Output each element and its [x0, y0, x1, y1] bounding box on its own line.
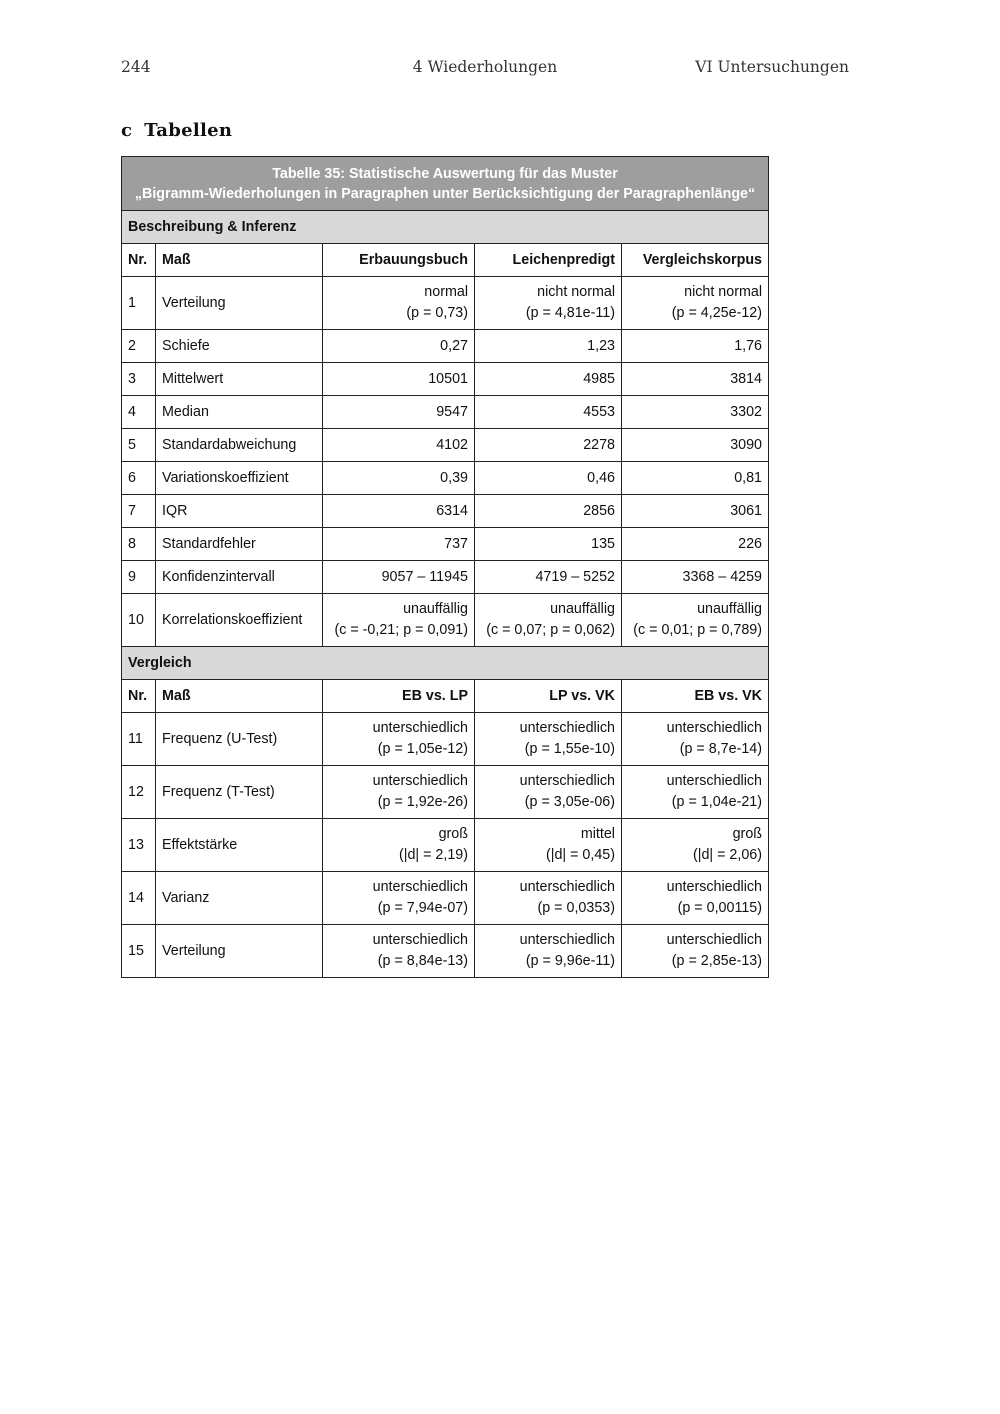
row-number: 10 [122, 594, 156, 647]
header-cell: LP vs. VK [475, 680, 622, 713]
value-cell: 3814 [622, 363, 769, 396]
section-title-cell: Vergleich [122, 647, 769, 680]
value-cell: 0,81 [622, 462, 769, 495]
value-line: (c = 0,01; p = 0,789) [633, 622, 763, 638]
value-cell: 3090 [622, 429, 769, 462]
value-cell [475, 713, 622, 766]
row-measure: IQR [156, 495, 323, 528]
statistics-table [121, 156, 769, 978]
value-cell: 4985 [475, 363, 622, 396]
table-caption [122, 157, 769, 211]
value-line: unterschiedlich [666, 720, 763, 736]
header-cell: Nr. [122, 680, 156, 713]
value-line: (p = 0,00115) [677, 900, 763, 916]
header-cell: EB vs. VK [622, 680, 769, 713]
row-measure: Konfidenzintervall [156, 561, 323, 594]
value-cell [475, 925, 622, 978]
table-row [122, 819, 769, 872]
row-measure: Frequenz (T-Test) [156, 766, 323, 819]
section-title: Tabellen [144, 120, 233, 141]
value-line: groß [732, 826, 763, 842]
value-cell: 10501 [323, 363, 475, 396]
row-measure: Effektstärke [156, 819, 323, 872]
value-cell: 0,27 [323, 330, 475, 363]
header-cell: Leichenpredigt [475, 244, 622, 277]
value-cell [622, 819, 769, 872]
value-cell [622, 925, 769, 978]
value-line: unauffällig [697, 601, 763, 617]
chapter-title: 4 Wiederholungen [412, 58, 558, 76]
value-cell: 3061 [622, 495, 769, 528]
value-line: (p = 9,96e-11) [525, 953, 615, 969]
section-row [122, 211, 769, 244]
value-cell [323, 925, 475, 978]
value-line: mittel [580, 826, 615, 842]
row-number: 4 [122, 396, 156, 429]
row-measure: Verteilung [156, 277, 323, 330]
value-line: unterschiedlich [519, 932, 615, 948]
value-cell [323, 766, 475, 819]
table-row [122, 396, 769, 429]
table-row [122, 462, 769, 495]
table-row [122, 429, 769, 462]
table-row [122, 766, 769, 819]
value-cell: 1,76 [622, 330, 769, 363]
row-measure: Frequenz (U-Test) [156, 713, 323, 766]
table-row [122, 594, 769, 647]
value-line: unterschiedlich [519, 773, 615, 789]
value-line: unterschiedlich [666, 932, 763, 948]
value-line: (p = 0,0353) [537, 900, 615, 916]
section-heading [121, 120, 232, 141]
value-cell: 3368 – 4259 [622, 561, 769, 594]
value-cell: 4719 – 5252 [475, 561, 622, 594]
row-measure: Varianz [156, 872, 323, 925]
value-cell: 4102 [323, 429, 475, 462]
row-number: 1 [122, 277, 156, 330]
section-row [122, 647, 769, 680]
row-measure: Standardabweichung [156, 429, 323, 462]
table-caption-line2: „Bigramm-Wiederholungen in Paragraphen unter Berücksichtigung der Paragraphenlänge“ [134, 185, 756, 202]
value-cell: 0,39 [323, 462, 475, 495]
value-cell: 9547 [323, 396, 475, 429]
row-measure: Korrelationskoeffizient [156, 594, 323, 647]
row-number: 12 [122, 766, 156, 819]
row-number: 14 [122, 872, 156, 925]
value-cell: 0,46 [475, 462, 622, 495]
row-measure: Mittelwert [156, 363, 323, 396]
table-row [122, 277, 769, 330]
row-measure: Standardfehler [156, 528, 323, 561]
value-line: unauffällig [403, 601, 468, 617]
value-line: (p = 1,04e-21) [671, 794, 763, 810]
header-row [122, 680, 769, 713]
value-line: (|d| = 2,19) [398, 847, 468, 863]
table-caption-line1: Tabelle 35: Statistische Auswertung für das Muster [272, 165, 618, 182]
row-measure: Verteilung [156, 925, 323, 978]
table-row [122, 713, 769, 766]
value-line: unterschiedlich [519, 879, 615, 895]
value-cell [323, 713, 475, 766]
table-row [122, 925, 769, 978]
page-number: 244 [121, 58, 151, 76]
value-cell [323, 277, 475, 330]
row-number: 3 [122, 363, 156, 396]
value-cell [622, 277, 769, 330]
section-title-cell: Beschreibung & Inferenz [122, 211, 769, 244]
value-cell: 135 [475, 528, 622, 561]
table-row [122, 363, 769, 396]
value-line: unterschiedlich [519, 720, 615, 736]
value-cell: 2278 [475, 429, 622, 462]
value-cell [622, 594, 769, 647]
header-cell: EB vs. LP [323, 680, 475, 713]
value-line: unterschiedlich [666, 773, 763, 789]
value-cell: 2856 [475, 495, 622, 528]
value-cell [475, 277, 622, 330]
header-row [122, 244, 769, 277]
value-cell: 3302 [622, 396, 769, 429]
value-line: unterschiedlich [372, 932, 468, 948]
section-letter: c [121, 120, 133, 141]
row-number: 2 [122, 330, 156, 363]
row-number: 7 [122, 495, 156, 528]
value-line: (|d| = 2,06) [692, 847, 763, 863]
row-number: 5 [122, 429, 156, 462]
value-line: (p = 7,94e-07) [377, 900, 468, 916]
value-line: (p = 2,85e-13) [671, 953, 763, 969]
header-cell: Maß [156, 680, 323, 713]
value-cell [622, 872, 769, 925]
row-number: 11 [122, 713, 156, 766]
value-cell [475, 766, 622, 819]
value-cell: 737 [323, 528, 475, 561]
value-line: (p = 3,05e-06) [524, 794, 615, 810]
table-caption-row [122, 157, 769, 211]
row-number: 9 [122, 561, 156, 594]
value-cell [323, 819, 475, 872]
value-cell [323, 594, 475, 647]
value-line: normal [424, 284, 468, 300]
row-number: 6 [122, 462, 156, 495]
table-row [122, 561, 769, 594]
header-cell: Erbauungsbuch [323, 244, 475, 277]
value-cell [475, 594, 622, 647]
row-measure: Variationskoeffizient [156, 462, 323, 495]
value-line: groß [438, 826, 468, 842]
value-line: unauffällig [550, 601, 615, 617]
row-measure: Schiefe [156, 330, 323, 363]
value-line: (p = 1,55e-10) [524, 741, 615, 757]
value-cell: 6314 [323, 495, 475, 528]
row-number: 8 [122, 528, 156, 561]
value-line: nicht normal [684, 284, 763, 300]
value-line: unterschiedlich [666, 879, 763, 895]
table-row [122, 495, 769, 528]
header-cell: Nr. [122, 244, 156, 277]
value-line: (p = 8,7e-14) [679, 741, 763, 757]
value-line: (p = 1,05e-12) [377, 741, 468, 757]
value-line: (p = 1,92e-26) [377, 794, 468, 810]
value-cell: 226 [622, 528, 769, 561]
running-header [121, 58, 849, 82]
value-line: (p = 0,73) [406, 305, 468, 321]
header-cell: Maß [156, 244, 323, 277]
table-row [122, 528, 769, 561]
value-line: unterschiedlich [372, 773, 468, 789]
value-line: nicht normal [537, 284, 615, 300]
value-line: (c = 0,07; p = 0,062) [486, 622, 615, 638]
value-cell: 1,23 [475, 330, 622, 363]
table-row [122, 872, 769, 925]
value-cell [475, 872, 622, 925]
part-title: VI Untersuchungen [695, 58, 849, 76]
value-line: (c = -0,21; p = 0,091) [334, 622, 468, 638]
value-line: (p = 8,84e-13) [377, 953, 468, 969]
row-number: 13 [122, 819, 156, 872]
value-cell: 9057 – 11945 [323, 561, 475, 594]
value-cell [622, 766, 769, 819]
value-line: (p = 4,81e-11) [525, 305, 615, 321]
value-cell [622, 713, 769, 766]
value-line: unterschiedlich [372, 879, 468, 895]
row-measure: Median [156, 396, 323, 429]
value-cell [323, 872, 475, 925]
value-line: (p = 4,25e-12) [671, 305, 763, 321]
row-number: 15 [122, 925, 156, 978]
header-cell: Vergleichskorpus [622, 244, 769, 277]
table-row [122, 330, 769, 363]
value-cell: 4553 [475, 396, 622, 429]
value-cell [475, 819, 622, 872]
value-line: (|d| = 0,45) [545, 847, 615, 863]
value-line: unterschiedlich [372, 720, 468, 736]
